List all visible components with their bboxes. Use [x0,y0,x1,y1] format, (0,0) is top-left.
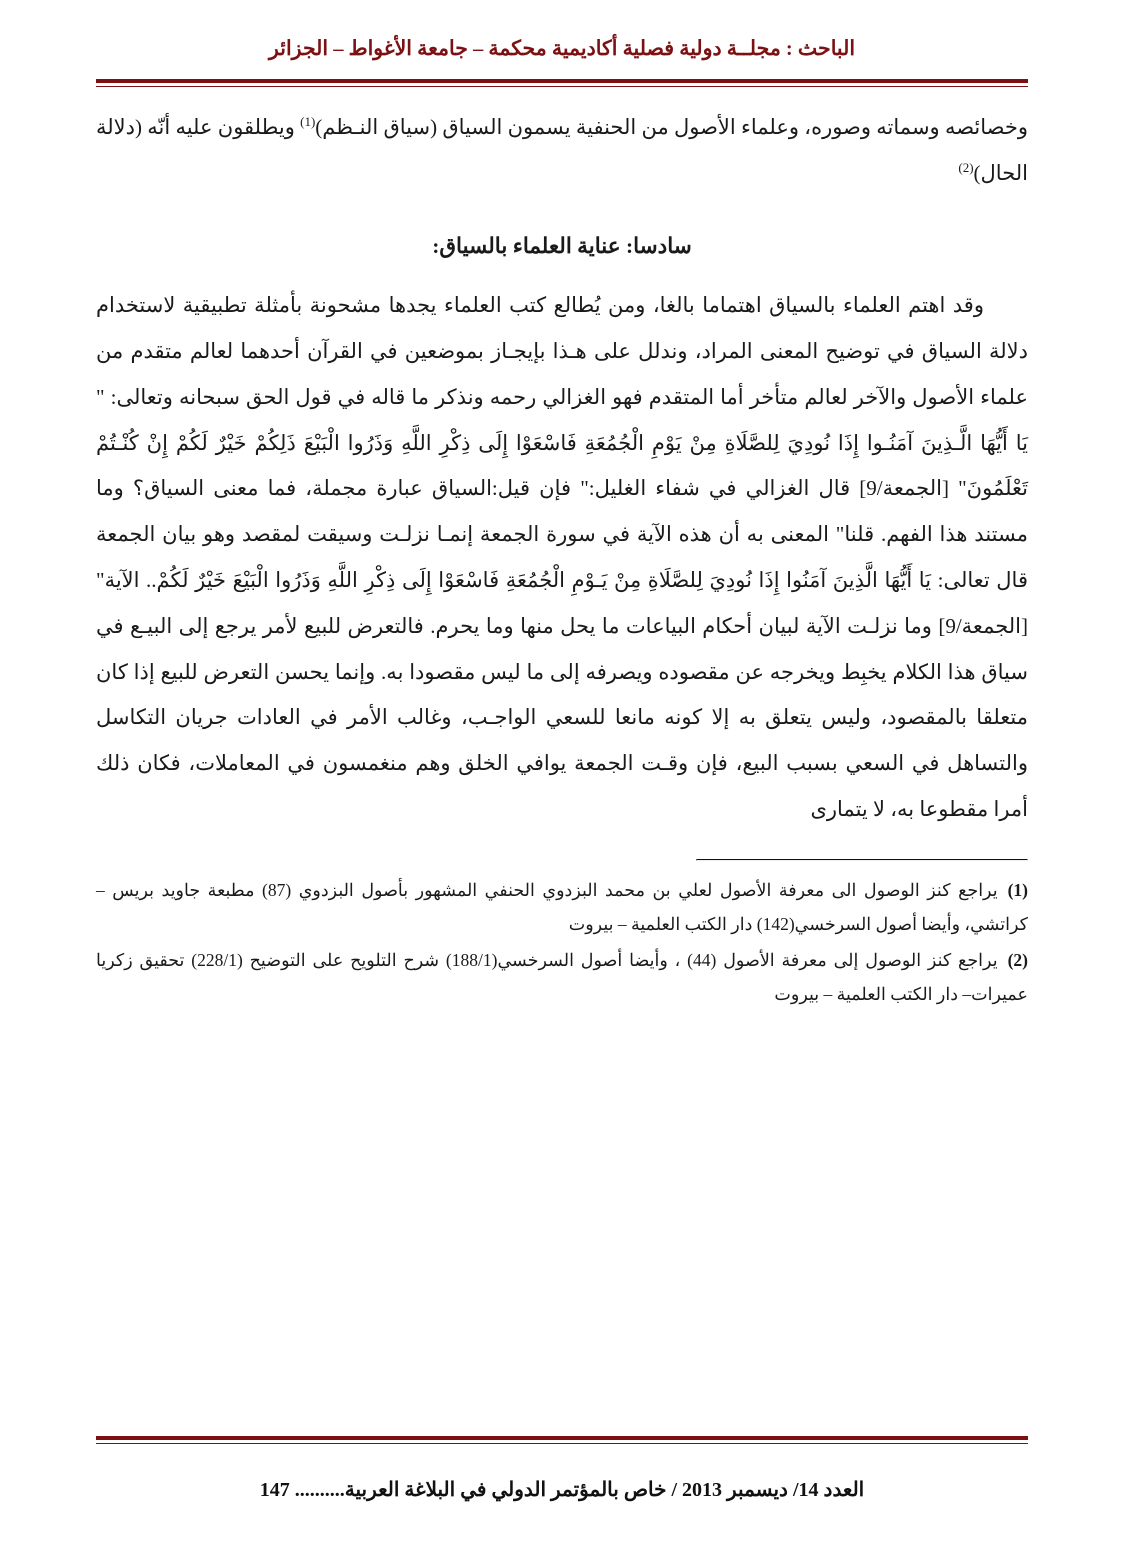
paragraph-main: وقد اهتم العلماء بالسياق اهتماما بالغا، ومن يُطالع كتب العلماء يجدها مشحونة بأمثلة تطبيقية لاستخدام دلالة السياق في توضيح المعنى المراد، وندلل على هـذا بإيجـاز بموضعين في القرآن أحدهما لعالم متقدم من علماء الأصول والآخر لعالم متأخر أما المتقدم فهو الغزالي رحمه ونذكر ما قاله في قول الحق سبحانه وتعالى: " يَا أَيُّهَا الَّـذِينَ آمَنُـوا إِذَا نُودِيَ لِلصَّلَاةِ مِنْ يَوْمِ الْجُمُعَةِ فَاسْعَوْا إِلَى ذِكْرِ اللَّهِ وَذَرُوا الْبَيْعَ ذَلِكُمْ خَيْرٌ لَكُمْ إِنْ كُنْـتُمْ تَعْلَمُونَ" [الجمعة/9] قال الغزالي في شفاء الغليل:" فإن قيل:السياق عبارة مجملة، فما معنى السياق؟ وما مستند هذا الفهم. قلنا" المعنى به أن هذه الآية في سورة الجمعة إنمـا نزلـت وسيقت لمقصد وهو بيان الجمعة قال تعالى: يَا أَيُّهَا الَّذِينَ آمَنُوا إِذَا نُودِيَ لِلصَّلَاةِ مِنْ يَـوْمِ الْجُمُعَةِ فَاسْعَوْا إِلَى ذِكْرِ اللَّهِ وَذَرُوا الْبَيْعَ خَيْرٌ لَكُمْ.. الآية"[الجمعة/9] وما نزلـت الآية لبيان أحكام البياعات ما يحل منها وما يحرم. فالتعرض للبيع لأمر يرجع إلى البيـع في سياق هذا الكلام يخبِط ويخرجه عن مقصوده ويصرفه إلى ما ليس مقصودا به. وإنما يحسن التعرض للبيع إذا كان متعلقا بالمقصود، وليس يتعلق به إلا كونه مانعا للسعي الواجـب، وغالب الأمر في العادات جريان التكاسل والتساهل في السعي بسبب البيع، فإن وقـت الجمعة يوافي الخلق وهم منغمسون في المعاملات، فكان ذلك أمرا مقطوعا به، لا يتمارى [96,293,1028,821]
header-divider [96,79,1028,87]
footnote-number: (2) [1007,949,1028,970]
footnote-list [96,873,1028,1012]
paragraph-top-text: وخصائصه وسماته وصوره، وعلماء الأصول من الحنفية يسمون السياق (سياق النـظم) [315,115,1028,139]
footer-text: العدد 14/ ديسمبر 2013 / خاص بالمؤتمر الدولي في البلاغة العربية.......... [294,1479,865,1501]
page-number: 147 [259,1479,290,1501]
footnote-text: يراجع كنز الوصول الى معرفة الأصول لعلي بن محمد البزدوي الحنفي المشهور بأصول البزدوي (87) مطبعة جاويد بريس – كراتشي، وأيضا أصول السرخسي(142) دار الكتب العلمية – بيروت [96,879,1028,934]
document-body [96,105,1028,833]
spacer [96,269,1028,283]
footnote-item [96,943,1028,1011]
footnote-text: يراجع كنز الوصول إلى معرفة الأصول (44) ، وأيضا أصول السرخسي(188/1) شرح التلويح على التوضيح (228/1) تحقيق زكريا عميرات– دار الكتب العلمية – بيروت [96,949,1028,1004]
section-heading: سادسا: عناية العلماء بالسياق: [432,233,692,258]
spacer [96,197,1028,223]
footnote-ref-2[interactable]: (2) [958,159,974,175]
footnote-separator [696,859,1028,861]
paragraph-continuation [96,105,1028,197]
paragraph-top-cont-text: ويطلقون عليه أنّه (دلالة الحال) [96,115,1028,185]
page-footer [96,1477,1028,1502]
footnote-ref-1[interactable]: (1) [300,114,316,129]
footnote-number: (1) [1007,879,1028,900]
journal-header: الباحث : مجلــة دولية فصلية أكاديمية محكمة – جامعة الأغواط – الجزائر [268,38,856,60]
footnote-item [96,873,1028,941]
footnote-area [96,859,1028,1012]
footer-divider [96,1436,1028,1444]
